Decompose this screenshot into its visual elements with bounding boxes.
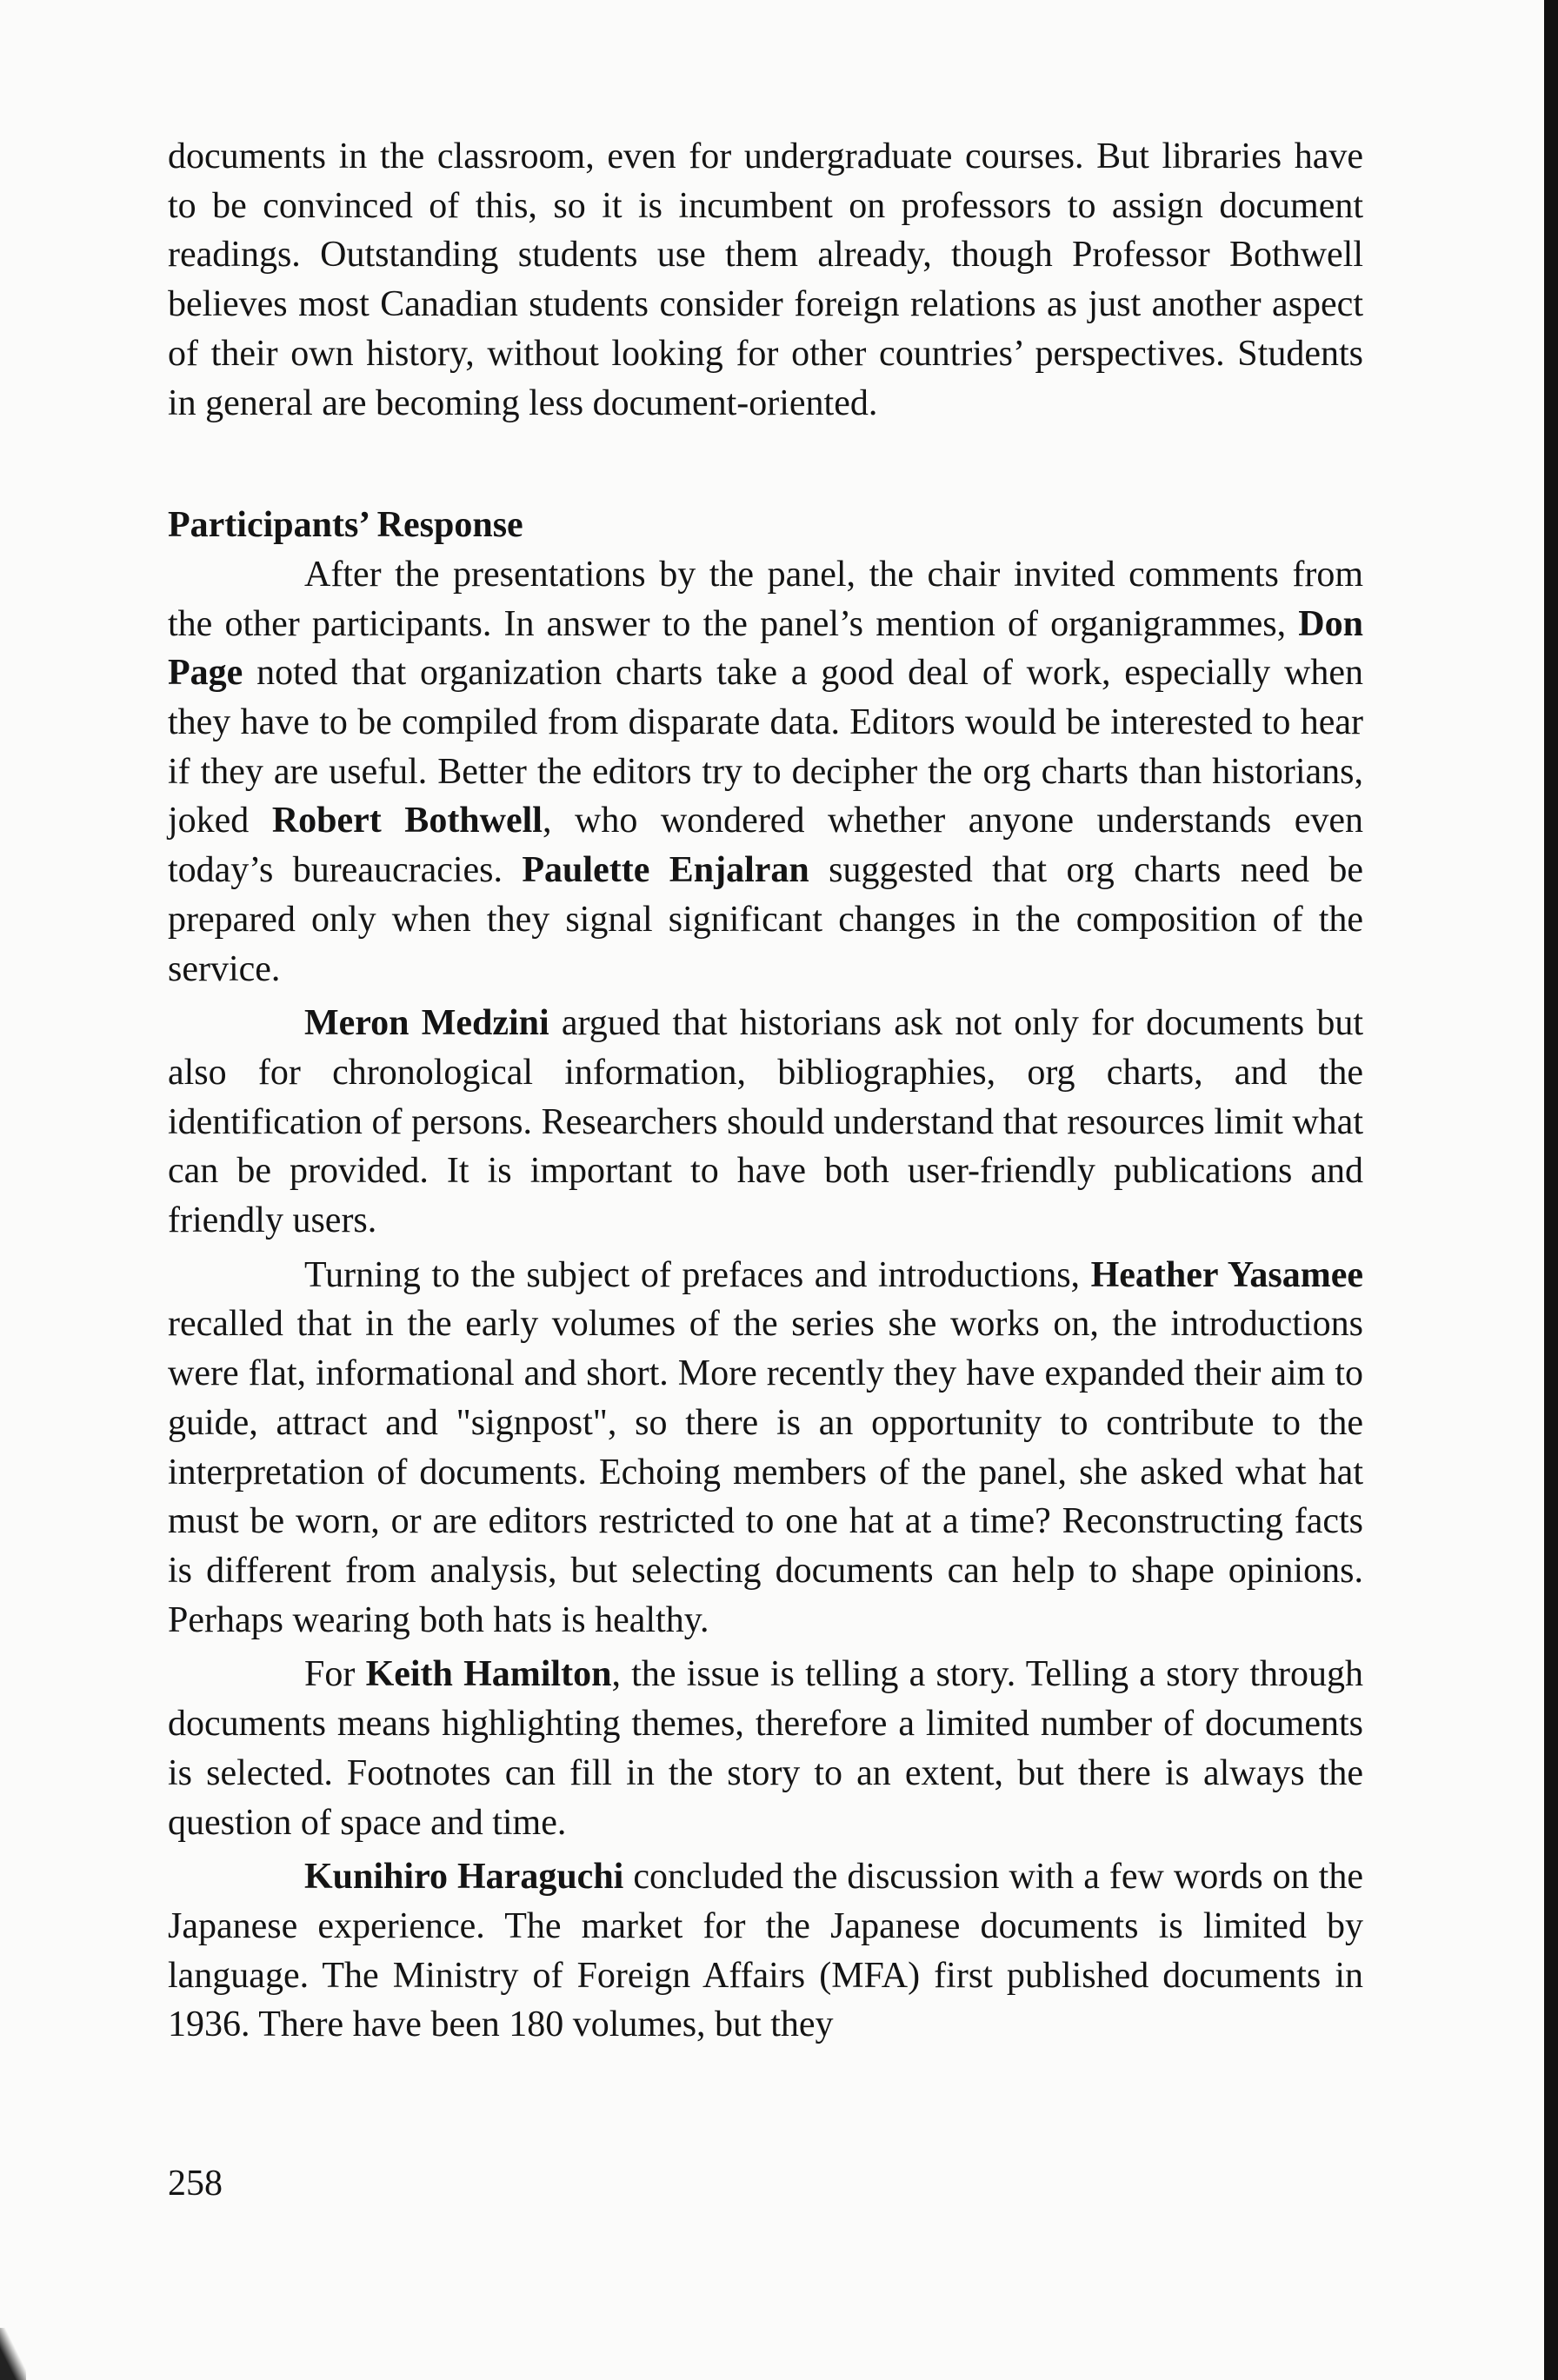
page-number: 258 xyxy=(168,2164,223,2204)
text-run: , who wondered whether anyone understands even today’s bureaucracies. xyxy=(168,801,1363,891)
body-text xyxy=(168,132,1363,2050)
text-run: argued that historians ask not only for documents but also for chronological information, bibliographies, org charts, and the identification of persons. Researchers should understand that resources limit what can be provided. It is important to have both user-friendly publications and friendly users. xyxy=(168,1003,1363,1241)
text-run: Turning to the subject of prefaces and introductions, xyxy=(304,1254,1091,1295)
text-run: , the issue is telling a story. Telling a story through documents means highlighting themes, therefore a limited number of documents is selected. Footnotes can fill in the story to an extent, but there is always the question of space and time. xyxy=(168,1654,1363,1843)
paragraph xyxy=(168,1650,1363,1847)
paragraph xyxy=(168,999,1363,1246)
person-name: Paulette Enjalran xyxy=(522,850,809,891)
person-name: Robert Bothwell xyxy=(271,801,543,841)
paragraph xyxy=(168,550,1363,994)
person-name: Heather Yasamee xyxy=(1090,1254,1363,1295)
text-run: concluded the discussion with a few words on the Japanese experience. The market for the Japanese documents is limited by language. The Ministry of Foreign Affairs (MFA) first published documents in 1936. There have been 180 volumes, but they xyxy=(168,1857,1363,2045)
paragraph xyxy=(168,1251,1363,1645)
text-run: After the presentations by the panel, the chair invited comments from the other participants. In answer to the panel’s mention of organigrammes, xyxy=(168,554,1363,644)
section-heading: Participants’ Response xyxy=(168,505,523,546)
scan-corner-shadow xyxy=(0,2328,26,2380)
person-name: Kunihiro Haraguchi xyxy=(304,1857,624,1898)
text-run: noted that organization charts take a good deal of work, especially when they have to be compiled from disparate data. Editors would be interested to hear if they are useful. Better the editors try to decipher the org charts than historians, joked xyxy=(168,653,1363,841)
scan-edge-shadow xyxy=(1544,0,1558,2380)
person-name: Keith Hamilton xyxy=(365,1654,612,1695)
text-run: recalled that in the early volumes of the series she works on, the introductions were flat, informational and short. More recently they have expanded their aim to guide, attract and "signpost", so there is an opportunity to contribute to the interpretation of documents. Echoing members of the panel, she asked what hat must be worn, or are editors restricted to one hat at a time? Reconstructing facts is different from analysis, but selecting documents can help to shape opinions. Perhaps wearing both hats is healthy. xyxy=(168,1304,1363,1640)
person-name: Meron Medzini xyxy=(304,1003,549,1044)
paragraph xyxy=(168,1852,1363,2050)
text-run: For xyxy=(304,1654,366,1695)
paragraph xyxy=(168,132,1363,428)
text-run: documents in the classroom, even for undergraduate courses. But libraries have to be convinced of this, so it is incumbent on professors to assign document readings. Outstanding students use them already, though Professor Bothwell believes most Canadian students consider foreign relations as just another aspect of their own history, without looking for other countries’ perspectives. Students in general are becoming less document-oriented. xyxy=(168,136,1363,423)
text-run: suggested that org charts need be prepared only when they signal significant changes in the composition of the service. xyxy=(168,850,1364,989)
person-name: Don Page xyxy=(168,603,1363,694)
